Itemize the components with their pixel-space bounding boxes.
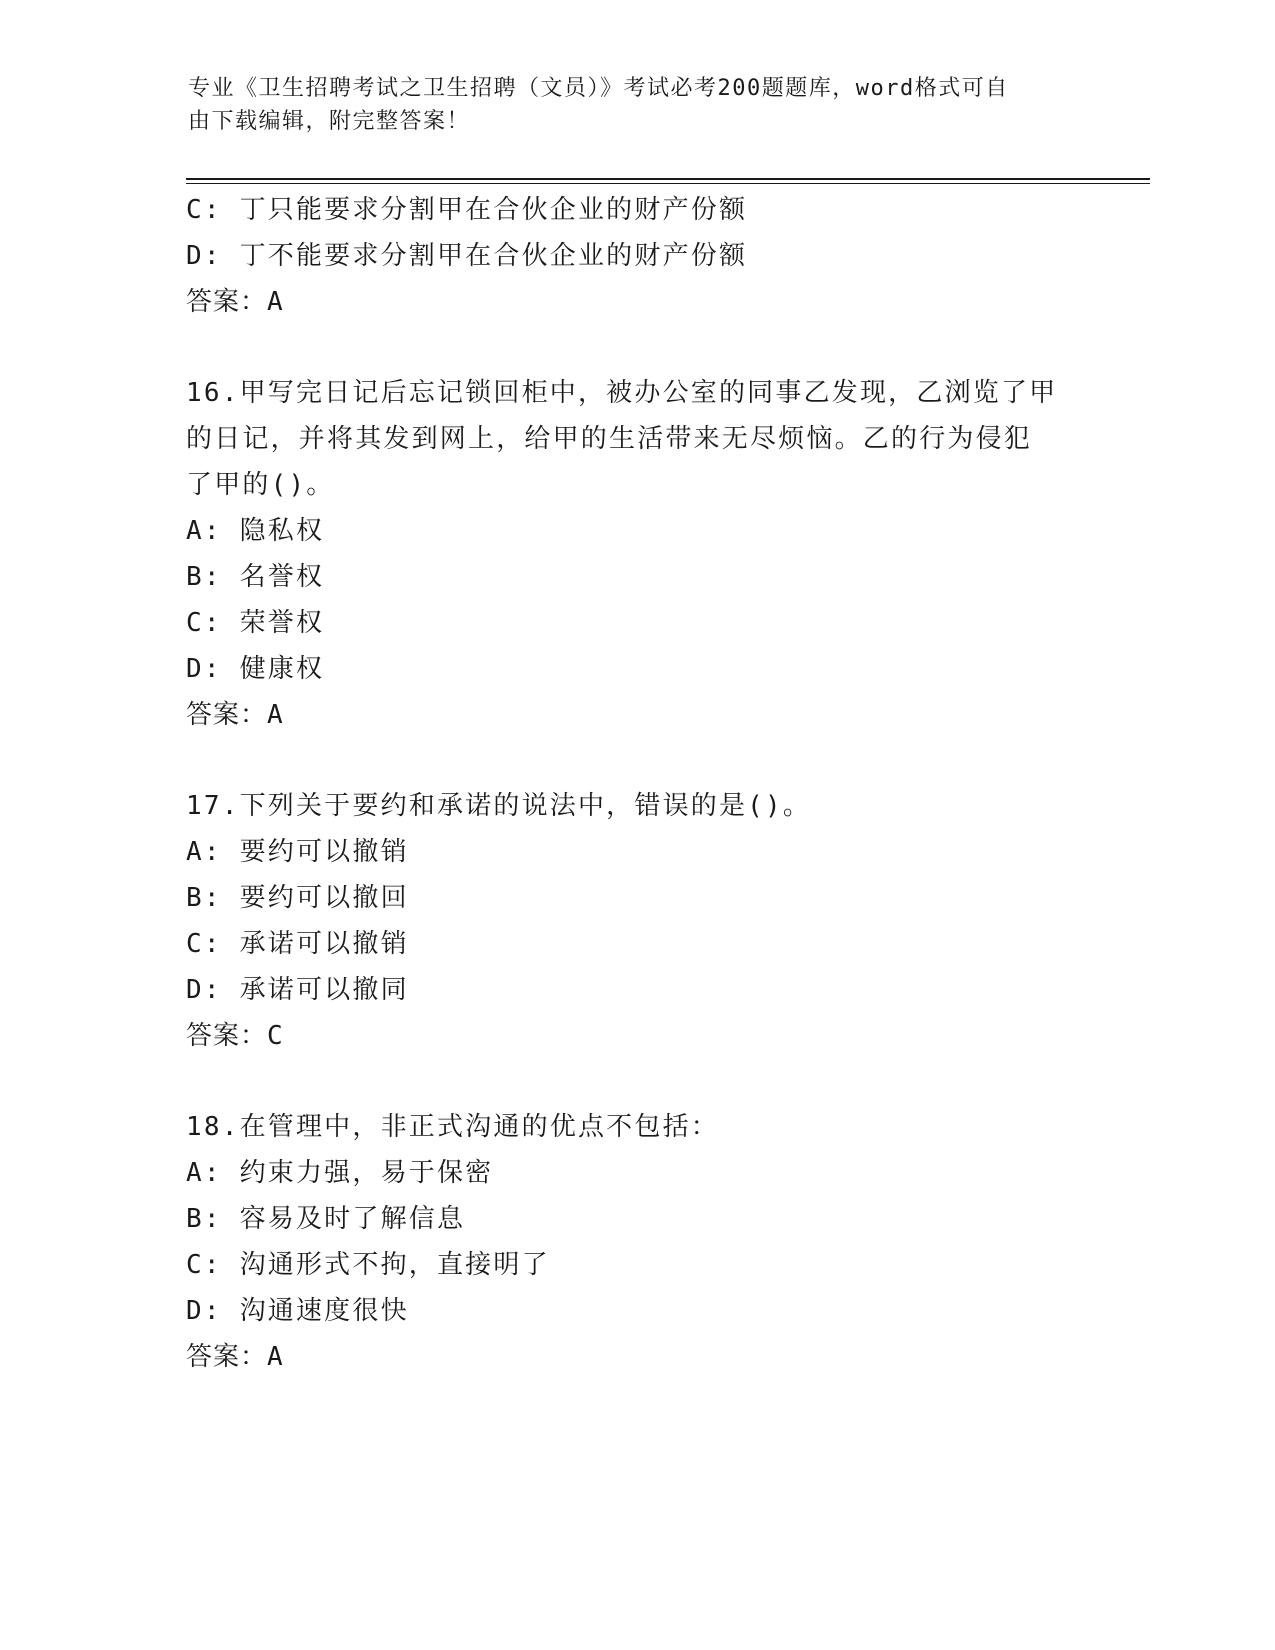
option-separator: : bbox=[203, 654, 222, 684]
question-text-line: 的日记，并将其发到网上，给甲的生活带来无尽烦恼。乙的行为侵犯 bbox=[186, 424, 1033, 454]
answer-value: C bbox=[267, 1021, 284, 1051]
option-line bbox=[186, 1288, 1086, 1334]
option-text: 约束力强，易于保密 bbox=[239, 1158, 494, 1188]
question-text-line: 甲写完日记后忘记锁回柜中，被办公室的同事乙发现，乙浏览了甲 bbox=[239, 378, 1058, 408]
option-line bbox=[186, 1196, 1086, 1242]
answer-line bbox=[186, 279, 1086, 325]
option-letter: A bbox=[186, 516, 204, 546]
option-line bbox=[186, 233, 1086, 279]
option-letter: A bbox=[186, 1158, 204, 1188]
option-line bbox=[186, 646, 1086, 692]
answer-value: A bbox=[267, 287, 284, 317]
option-separator: : bbox=[203, 975, 222, 1005]
prev-question-block bbox=[186, 187, 1086, 325]
option-line bbox=[186, 1150, 1086, 1196]
question-number: 16. bbox=[186, 378, 240, 408]
header-divider-thick bbox=[186, 178, 1150, 180]
question-text-line: 了甲的()。 bbox=[186, 470, 335, 500]
question-block-17 bbox=[186, 783, 1086, 1059]
option-line bbox=[186, 921, 1086, 967]
answer-label: 答案： bbox=[186, 1021, 268, 1051]
option-line bbox=[186, 1242, 1086, 1288]
option-line bbox=[186, 967, 1086, 1013]
question-block-16 bbox=[186, 370, 1086, 738]
answer-line bbox=[186, 1013, 1086, 1059]
question-block-18 bbox=[186, 1104, 1086, 1380]
option-separator: : bbox=[203, 1204, 222, 1234]
answer-label: 答案： bbox=[186, 287, 268, 317]
document-header bbox=[188, 72, 1068, 138]
answer-label: 答案： bbox=[186, 700, 268, 730]
header-title-line-1: 专业《卫生招聘考试之卫生招聘（文员）》考试必考200题题库，word格式可自 bbox=[188, 76, 1009, 101]
option-separator: : bbox=[203, 837, 222, 867]
option-text: 丁只能要求分割甲在合伙企业的财产份额 bbox=[239, 195, 748, 225]
option-line bbox=[186, 554, 1086, 600]
option-text: 沟通形式不拘，直接明了 bbox=[239, 1250, 550, 1280]
question-text bbox=[186, 1104, 1086, 1150]
answer-line bbox=[186, 692, 1086, 738]
option-line bbox=[186, 187, 1086, 233]
option-text: 健康权 bbox=[239, 654, 325, 684]
document-body bbox=[186, 187, 1086, 1380]
question-text bbox=[186, 783, 1086, 829]
question-text-line: 在管理中，非正式沟通的优点不包括： bbox=[239, 1112, 719, 1142]
option-separator: : bbox=[203, 562, 222, 592]
option-separator: : bbox=[203, 1158, 222, 1188]
option-separator: : bbox=[203, 1250, 222, 1280]
option-text: 要约可以撤销 bbox=[239, 837, 409, 867]
option-letter: C bbox=[186, 195, 204, 225]
answer-value: A bbox=[267, 1342, 284, 1372]
option-text: 沟通速度很快 bbox=[239, 1296, 409, 1326]
option-separator: : bbox=[203, 195, 222, 225]
option-letter: C bbox=[186, 929, 204, 959]
option-separator: : bbox=[203, 241, 222, 271]
option-line bbox=[186, 829, 1086, 875]
option-letter: B bbox=[186, 1204, 204, 1234]
question-number: 17. bbox=[186, 791, 240, 821]
option-letter: B bbox=[186, 562, 204, 592]
header-divider-thin bbox=[186, 183, 1150, 184]
option-separator: : bbox=[203, 929, 222, 959]
option-letter: D bbox=[186, 1296, 204, 1326]
option-separator: : bbox=[203, 516, 222, 546]
option-line bbox=[186, 600, 1086, 646]
answer-label: 答案： bbox=[186, 1342, 268, 1372]
option-letter: D bbox=[186, 241, 204, 271]
question-number: 18. bbox=[186, 1112, 240, 1142]
option-text: 荣誉权 bbox=[239, 608, 325, 638]
option-text: 承诺可以撤销 bbox=[239, 929, 409, 959]
option-letter: D bbox=[186, 975, 204, 1005]
option-text: 要约可以撤回 bbox=[239, 883, 409, 913]
header-title-line-2: 由下载编辑，附完整答案！ bbox=[188, 109, 471, 134]
option-letter: C bbox=[186, 608, 204, 638]
option-text: 名誉权 bbox=[239, 562, 325, 592]
option-line bbox=[186, 508, 1086, 554]
option-separator: : bbox=[203, 883, 222, 913]
option-letter: D bbox=[186, 654, 204, 684]
option-text: 丁不能要求分割甲在合伙企业的财产份额 bbox=[239, 241, 748, 271]
question-text-line: 下列关于要约和承诺的说法中，错误的是()。 bbox=[239, 791, 812, 821]
option-letter: A bbox=[186, 837, 204, 867]
option-text: 容易及时了解信息 bbox=[239, 1204, 466, 1234]
option-separator: : bbox=[203, 608, 222, 638]
answer-value: A bbox=[267, 700, 284, 730]
question-text bbox=[186, 370, 1086, 508]
option-text: 承诺可以撤同 bbox=[239, 975, 409, 1005]
answer-line bbox=[186, 1334, 1086, 1380]
option-letter: B bbox=[186, 883, 204, 913]
option-line bbox=[186, 875, 1086, 921]
option-separator: : bbox=[203, 1296, 222, 1326]
option-text: 隐私权 bbox=[239, 516, 325, 546]
option-letter: C bbox=[186, 1250, 204, 1280]
